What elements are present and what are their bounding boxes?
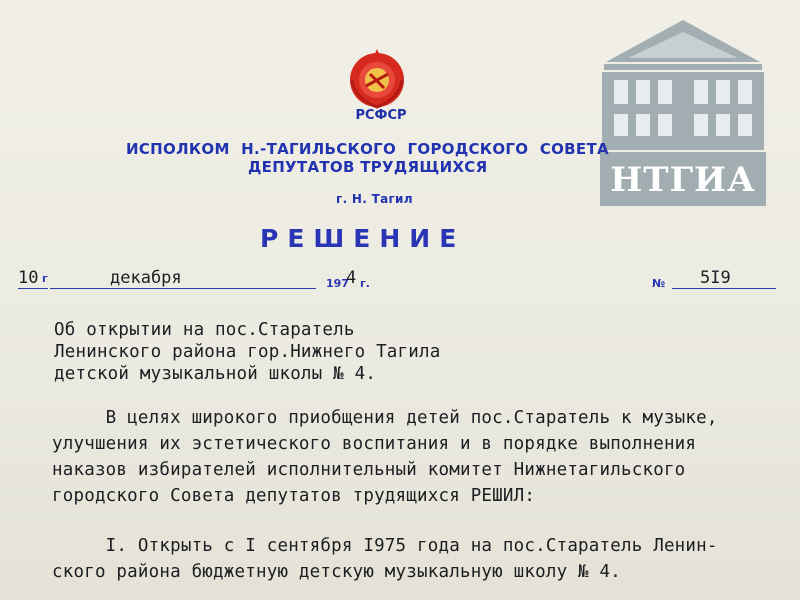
- number-underline: [672, 288, 776, 289]
- body-line-3: наказов избирателей исполнительный комитет Нижнетагильского: [52, 460, 686, 480]
- rsfsr-emblem-icon: [344, 46, 410, 112]
- body-line-5: I. Открыть с I сентября I975 года на пос.Старатель Ленин-: [52, 536, 718, 556]
- decision-number: 5I9: [700, 268, 731, 288]
- number-sign: №: [652, 277, 666, 290]
- document-title: РЕШЕНИЕ: [260, 224, 466, 253]
- body-line-6: ского района бюджетную детскую музыкальную школу № 4.: [52, 562, 622, 582]
- ispolkom-header-line1: ИСПОЛКОМ Н.-ТАГИЛЬСКОГО ГОРОДСКОГО СОВЕТА: [126, 140, 609, 158]
- city-label: г. Н. Тагил: [336, 192, 413, 206]
- month-underline: [50, 288, 316, 289]
- year-digit: 4: [346, 268, 357, 288]
- day-underline: [18, 288, 48, 289]
- body-line-2: улучшения их эстетического воспитания и в порядке выполнения: [52, 434, 697, 454]
- body-line-4: городского Совета депутатов трудящихся РЕШИЛ:: [52, 486, 536, 506]
- subject-line-3: детской музыкальной школы № 4.: [54, 364, 377, 384]
- watermark-label: НТГИА: [610, 160, 756, 200]
- subject-line-2: Ленинского района гор.Нижнего Тагила: [54, 342, 441, 362]
- ispolkom-header-line2: ДЕПУТАТОВ ТРУДЯЩИХСЯ: [248, 158, 488, 176]
- day-value: 10: [18, 268, 39, 288]
- year-suffix: г.: [360, 277, 370, 290]
- month-value: декабря: [110, 268, 182, 288]
- body-line-1: В целях широкого приобщения детей пос.Старатель к музыке,: [52, 408, 718, 428]
- republic-label: РСФСР: [355, 108, 407, 123]
- year-prefix: 197: [326, 277, 349, 290]
- subject-line-1: Об открытии на пос.Старатель: [54, 320, 355, 340]
- day-suffix: г: [42, 272, 48, 285]
